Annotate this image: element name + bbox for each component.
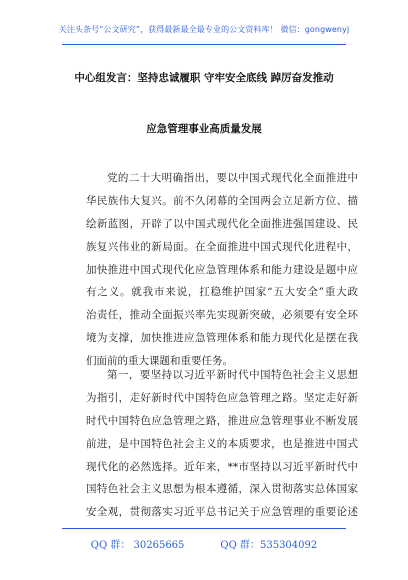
paragraph-line: 时代中国特色应急管理之路，推进应急管理事业不断发展 (86, 414, 358, 427)
header-banner: 关注头条号“公文研究”，获得最新最全最专业的公文资料库！ 微信：gongwenyj (58, 25, 350, 34)
paragraph-line: 国特色社会主义思想为根本遵循，深入贯彻落实总体国家 (86, 483, 358, 496)
paragraph-line: 第一，要坚持以习近平新时代中国特色社会主义思想 (107, 369, 358, 381)
paragraph-line: 们面前的重大课题和重要任务。 (86, 355, 233, 368)
header-divider (62, 44, 346, 45)
footer-qq-group-1: QQ 群： 30265665 (90, 540, 185, 551)
paragraph-2 (86, 364, 358, 524)
paragraph-line: 绘新蓝图，开辟了以中国式现代化全面推进强国建设、民 (86, 217, 358, 230)
document-title-line-2: 应急管理事业高质量发展 (146, 123, 262, 135)
document-title-line-1: 中心组发言：坚持忠诚履职 守牢安全底线 踔厉奋发推动 (74, 72, 334, 84)
paragraph-line: 为指引，走好新时代中国特色应急管理之路。坚定走好新 (86, 391, 358, 404)
paragraph-line: 有之义。就我市来说，扛稳维护国家“五大安全”重大政 (86, 286, 358, 299)
paragraph-line: 现代化的必然选择。近年来，**市坚持以习近平新时代中 (86, 460, 358, 473)
paragraph-line: 安全观，贯彻落实习近平总书记关于应急管理的重要论述 (86, 506, 358, 519)
footer-qq-group-2: QQ 群：535304092 (220, 540, 318, 551)
paragraph-line: 族复兴伟业的新局面。在全面推进中国式现代化进程中， (86, 240, 358, 253)
paragraph-line: 华民族伟大复兴。前不久闭幕的全国两会立足新方位、描 (86, 194, 358, 207)
paragraph-line: 前进，是中国特色社会主义的本质要求，也是推进中国式 (86, 437, 358, 450)
paragraph-line: 治责任，推动全面振兴率先实现新突破，必须要有安全环 (86, 309, 358, 322)
footer-divider (62, 528, 346, 529)
footer-contact (0, 536, 408, 551)
paragraph-line: 党的二十大明确指出，要以中国式现代化全面推进中 (107, 172, 358, 184)
paragraph-1 (86, 167, 358, 373)
paragraph-line: 境为支撑，加快推进应急管理体系和能力现代化是摆在我 (86, 332, 358, 345)
paragraph-line: 加快推进中国式现代化应急管理体系和能力建设是题中应 (86, 263, 358, 276)
